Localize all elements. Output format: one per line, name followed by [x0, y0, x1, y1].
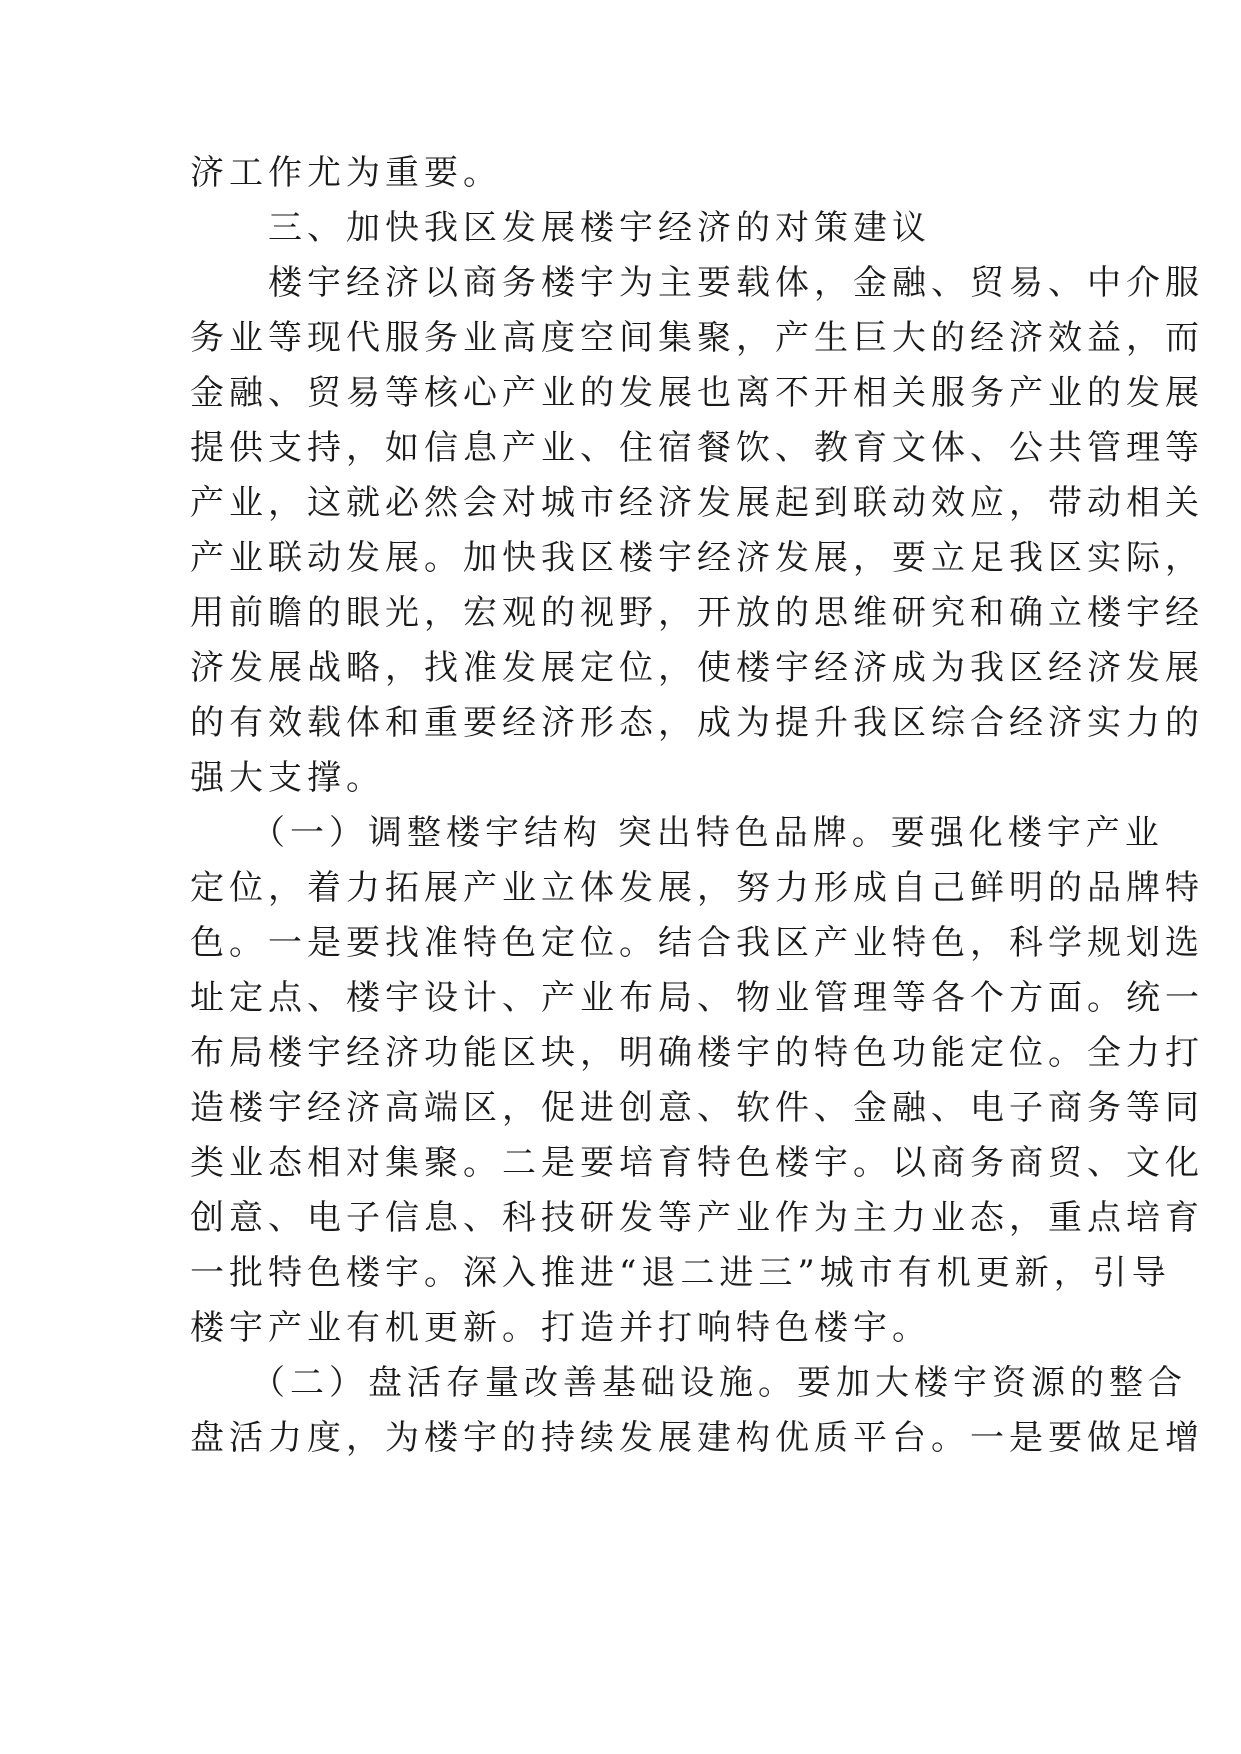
document-body	[190, 153, 1204, 1476]
text-line: 济发展战略，找准发展定位，使楼宇经济成为我区经济发展	[190, 648, 1204, 688]
text-line: 金融、贸易等核心产业的发展也离不开相关服务产业的发展	[190, 373, 1204, 413]
text-line: 址定点、楼宇设计、产业布局、物业管理等各个方面。统一	[190, 978, 1204, 1018]
text-line: 务业等现代服务业高度空间集聚，产生巨大的经济效益，而	[190, 318, 1204, 358]
text-line: 用前瞻的眼光，宏观的视野，开放的思维研究和确立楼宇经	[190, 593, 1204, 633]
subsection-heading-line: （一）调整楼宇结构 突出特色品牌。要强化楼宇产业	[190, 813, 1164, 853]
text-line: 济工作尤为重要。	[190, 153, 502, 193]
text-line: 强大支撑。	[190, 758, 385, 798]
text-line: 提供支持，如信息产业、住宿餐饮、教育文体、公共管理等	[190, 428, 1204, 468]
text-line: 一批特色楼宇。深入推进“退二进三”城市有机更新，引导	[190, 1253, 1171, 1293]
text-line: 布局楼宇经济功能区块，明确楼宇的特色功能定位。全力打	[190, 1033, 1204, 1073]
text-line: 盘活力度，为楼宇的持续发展建构优质平台。一是要做足增	[190, 1418, 1204, 1458]
text-line: 创意、电子信息、科技研发等产业作为主力业态，重点培育	[190, 1198, 1204, 1238]
subsection-heading-line: （二）盘活存量改善基础设施。要加大楼宇资源的整合	[190, 1363, 1187, 1403]
text-line: 色。一是要找准特色定位。结合我区产业特色，科学规划选	[190, 923, 1204, 963]
text-line: 楼宇产业有机更新。打造并打响特色楼宇。	[190, 1308, 931, 1348]
text-line: 产业联动发展。加快我区楼宇经济发展，要立足我区实际，	[190, 538, 1204, 578]
text-line: 定位，着力拓展产业立体发展，努力形成自己鲜明的品牌特	[190, 868, 1204, 908]
section-heading: 三、加快我区发展楼宇经济的对策建议	[190, 208, 931, 248]
text-line: 类业态相对集聚。二是要培育特色楼宇。以商务商贸、文化	[190, 1143, 1204, 1183]
text-line: 造楼宇经济高端区，促进创意、软件、金融、电子商务等同	[190, 1088, 1204, 1128]
text-line: 产业，这就必然会对城市经济发展起到联动效应，带动相关	[190, 483, 1204, 523]
text-line: 的有效载体和重要经济形态，成为提升我区综合经济实力的	[190, 703, 1204, 743]
text-line: 楼宇经济以商务楼宇为主要载体，金融、贸易、中介服	[190, 263, 1204, 303]
